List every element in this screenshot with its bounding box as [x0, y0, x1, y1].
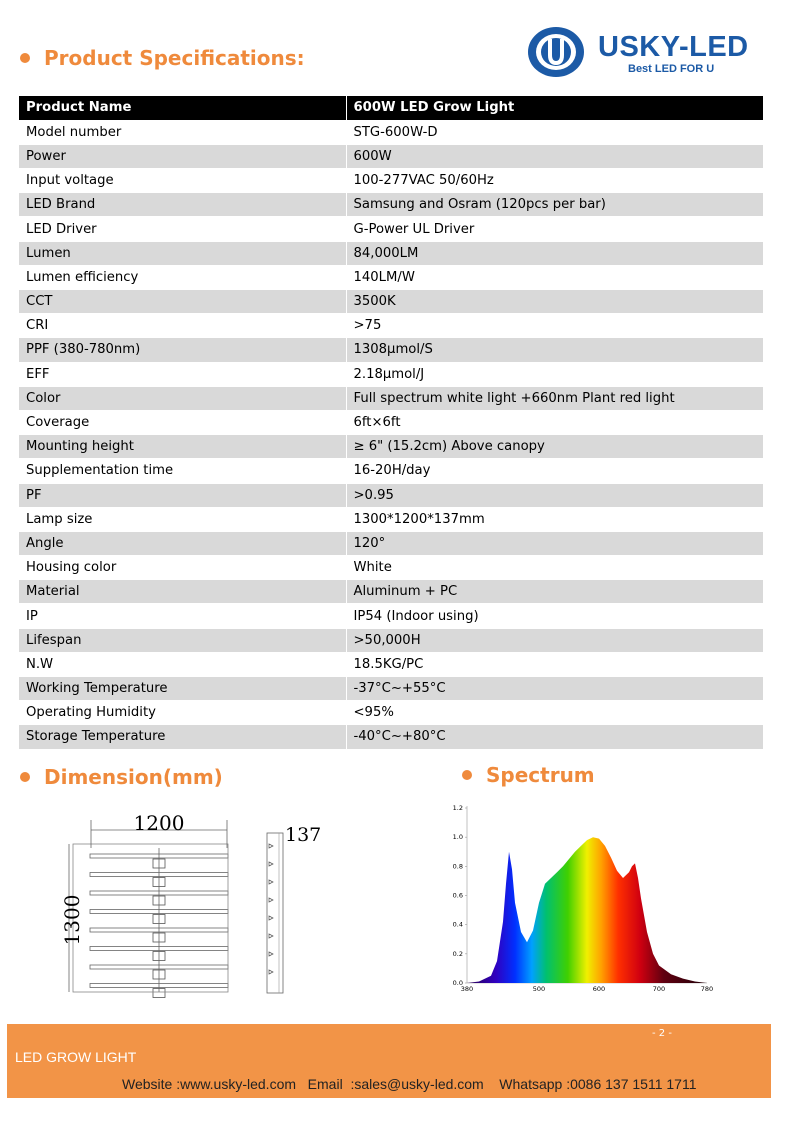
y-tick-label: 0.4 — [452, 920, 463, 929]
spec-row — [19, 483, 763, 507]
bullet-icon — [20, 53, 30, 63]
spec-row — [19, 459, 763, 483]
spec-row — [19, 217, 763, 241]
side-mark — [269, 862, 273, 866]
spec-row — [19, 507, 763, 531]
spec-label: Angle — [19, 531, 346, 555]
spec-label: PF — [19, 483, 346, 507]
spec-label: Operating Humidity — [19, 701, 346, 725]
spec-label: EFF — [19, 362, 346, 386]
spec-row — [19, 410, 763, 434]
spec-label: Lumen efficiency — [19, 265, 346, 289]
spectrum-chart — [440, 798, 730, 998]
spec-row — [19, 362, 763, 386]
spectrum-heading-text: Spectrum — [486, 763, 595, 787]
spec-label: PPF (380-780nm) — [19, 338, 346, 362]
spec-row — [19, 314, 763, 338]
x-tick-label: 600 — [592, 985, 606, 993]
side-mark — [269, 844, 273, 848]
spec-label: Input voltage — [19, 169, 346, 193]
spec-row — [19, 628, 763, 652]
spec-value: G-Power UL Driver — [346, 217, 763, 241]
spec-row — [19, 120, 763, 144]
y-tick-label: 0.8 — [452, 862, 463, 871]
logo-name: USKY-LED — [598, 31, 749, 63]
y-tick-label: 1.2 — [452, 804, 463, 812]
spec-label: Model number — [19, 120, 346, 144]
footer-contact: Website :www.usky-led.com Email :sales@usky-led.com Whatsapp :0086 137 1511 1711 — [122, 1076, 697, 1092]
side-mark — [269, 916, 273, 920]
bullet-icon — [20, 772, 30, 782]
side-mark — [269, 934, 273, 938]
spec-label: Lumen — [19, 241, 346, 265]
spectrum-area — [467, 837, 707, 983]
spec-value: 1300*1200*137mm — [346, 507, 763, 531]
spec-value: 2.18μmol/J — [346, 362, 763, 386]
spec-row — [19, 169, 763, 193]
spec-value: Full spectrum white light +660nm Plant red light — [346, 386, 763, 410]
spec-label: Storage Temperature — [19, 725, 346, 749]
spec-label: Working Temperature — [19, 677, 346, 701]
spec-value: 100-277VAC 50/60Hz — [346, 169, 763, 193]
x-tick-label: 780 — [700, 985, 714, 993]
y-ticks — [453, 804, 467, 987]
spec-header-label: Product Name — [19, 96, 346, 120]
dimension-heading — [20, 765, 223, 789]
y-tick-label: 0.2 — [452, 949, 463, 958]
spec-label: N.W — [19, 652, 346, 676]
spec-value: White — [346, 556, 763, 580]
spec-row — [19, 677, 763, 701]
side-mark — [269, 952, 273, 956]
spec-row — [19, 531, 763, 555]
spec-label: LED Driver — [19, 217, 346, 241]
spec-row — [19, 386, 763, 410]
x-ticks — [461, 985, 713, 993]
spec-value: >75 — [346, 314, 763, 338]
y-tick-label: 0.0 — [452, 979, 463, 987]
usky-logo-icon — [526, 25, 594, 79]
spec-value: 600W — [346, 144, 763, 168]
spec-value: -40°C~+80°C — [346, 725, 763, 749]
y-tick-label: 0.6 — [452, 891, 463, 900]
spec-row — [19, 435, 763, 459]
spec-value: 1308μmol/S — [346, 338, 763, 362]
spec-table-header — [19, 96, 763, 120]
spec-row — [19, 701, 763, 725]
spec-value: -37°C~+55°C — [346, 677, 763, 701]
spec-value: 3500K — [346, 290, 763, 314]
spec-value: 120° — [346, 531, 763, 555]
spec-value: 18.5KG/PC — [346, 652, 763, 676]
spec-label: IP — [19, 604, 346, 628]
dimension-drawing — [55, 808, 325, 998]
spec-label: Material — [19, 580, 346, 604]
footer — [7, 1024, 771, 1098]
spec-row — [19, 556, 763, 580]
spec-header-value: 600W LED Grow Light — [346, 96, 763, 120]
spec-label: Supplementation time — [19, 459, 346, 483]
x-tick-label: 380 — [460, 985, 474, 993]
x-tick-label: 700 — [652, 985, 666, 993]
spec-row — [19, 580, 763, 604]
spec-label: Housing color — [19, 556, 346, 580]
spec-heading-text: Product Specifications: — [44, 46, 305, 70]
spec-label: CRI — [19, 314, 346, 338]
spec-value: >0.95 — [346, 483, 763, 507]
spectrum-heading — [462, 763, 595, 787]
spec-label: Power — [19, 144, 346, 168]
lamp-outline — [73, 844, 228, 992]
spec-value: 16-20H/day — [346, 459, 763, 483]
side-profile — [267, 833, 283, 993]
spec-value: STG-600W-D — [346, 120, 763, 144]
spec-label: LED Brand — [19, 193, 346, 217]
spec-row — [19, 652, 763, 676]
spec-value: Aluminum + PC — [346, 580, 763, 604]
y-tick-label: 1.0 — [452, 833, 463, 842]
side-mark — [269, 880, 273, 884]
lamp-bars — [90, 848, 228, 998]
spec-value: IP54 (Indoor using) — [346, 604, 763, 628]
spec-row — [19, 193, 763, 217]
x-tick-label: 500 — [532, 985, 546, 993]
spec-label: Color — [19, 386, 346, 410]
spec-row — [19, 290, 763, 314]
spec-row — [19, 725, 763, 749]
spec-heading — [20, 46, 305, 70]
spec-value: <95% — [346, 701, 763, 725]
spec-row — [19, 144, 763, 168]
bullet-icon — [462, 770, 472, 780]
side-mark — [269, 898, 273, 902]
spec-value: 140LM/W — [346, 265, 763, 289]
side-profile-marks — [269, 844, 273, 974]
width-label: 1200 — [133, 811, 185, 835]
spec-label: Mounting height — [19, 435, 346, 459]
spec-label: CCT — [19, 290, 346, 314]
spec-row — [19, 265, 763, 289]
spec-value: 6ft×6ft — [346, 410, 763, 434]
spec-value: Samsung and Osram (120pcs per bar) — [346, 193, 763, 217]
spec-table — [19, 96, 763, 750]
spec-label: Lamp size — [19, 507, 346, 531]
spec-row — [19, 604, 763, 628]
height-label: 1300 — [60, 894, 84, 946]
spec-value: 84,000LM — [346, 241, 763, 265]
logo-tagline: Best LED FOR U — [628, 63, 715, 75]
logo — [526, 25, 766, 80]
spec-label: Lifespan — [19, 628, 346, 652]
side-mark — [269, 970, 273, 974]
spec-row — [19, 338, 763, 362]
spec-value: ≥ 6" (15.2cm) Above canopy — [346, 435, 763, 459]
footer-title: LED GROW LIGHT — [15, 1049, 137, 1065]
spec-value: >50,000H — [346, 628, 763, 652]
page-number: - 2 - — [652, 1028, 672, 1039]
depth-label: 137 — [285, 824, 322, 846]
spec-label: Coverage — [19, 410, 346, 434]
spec-row — [19, 241, 763, 265]
dimension-heading-text: Dimension(mm) — [44, 765, 223, 789]
